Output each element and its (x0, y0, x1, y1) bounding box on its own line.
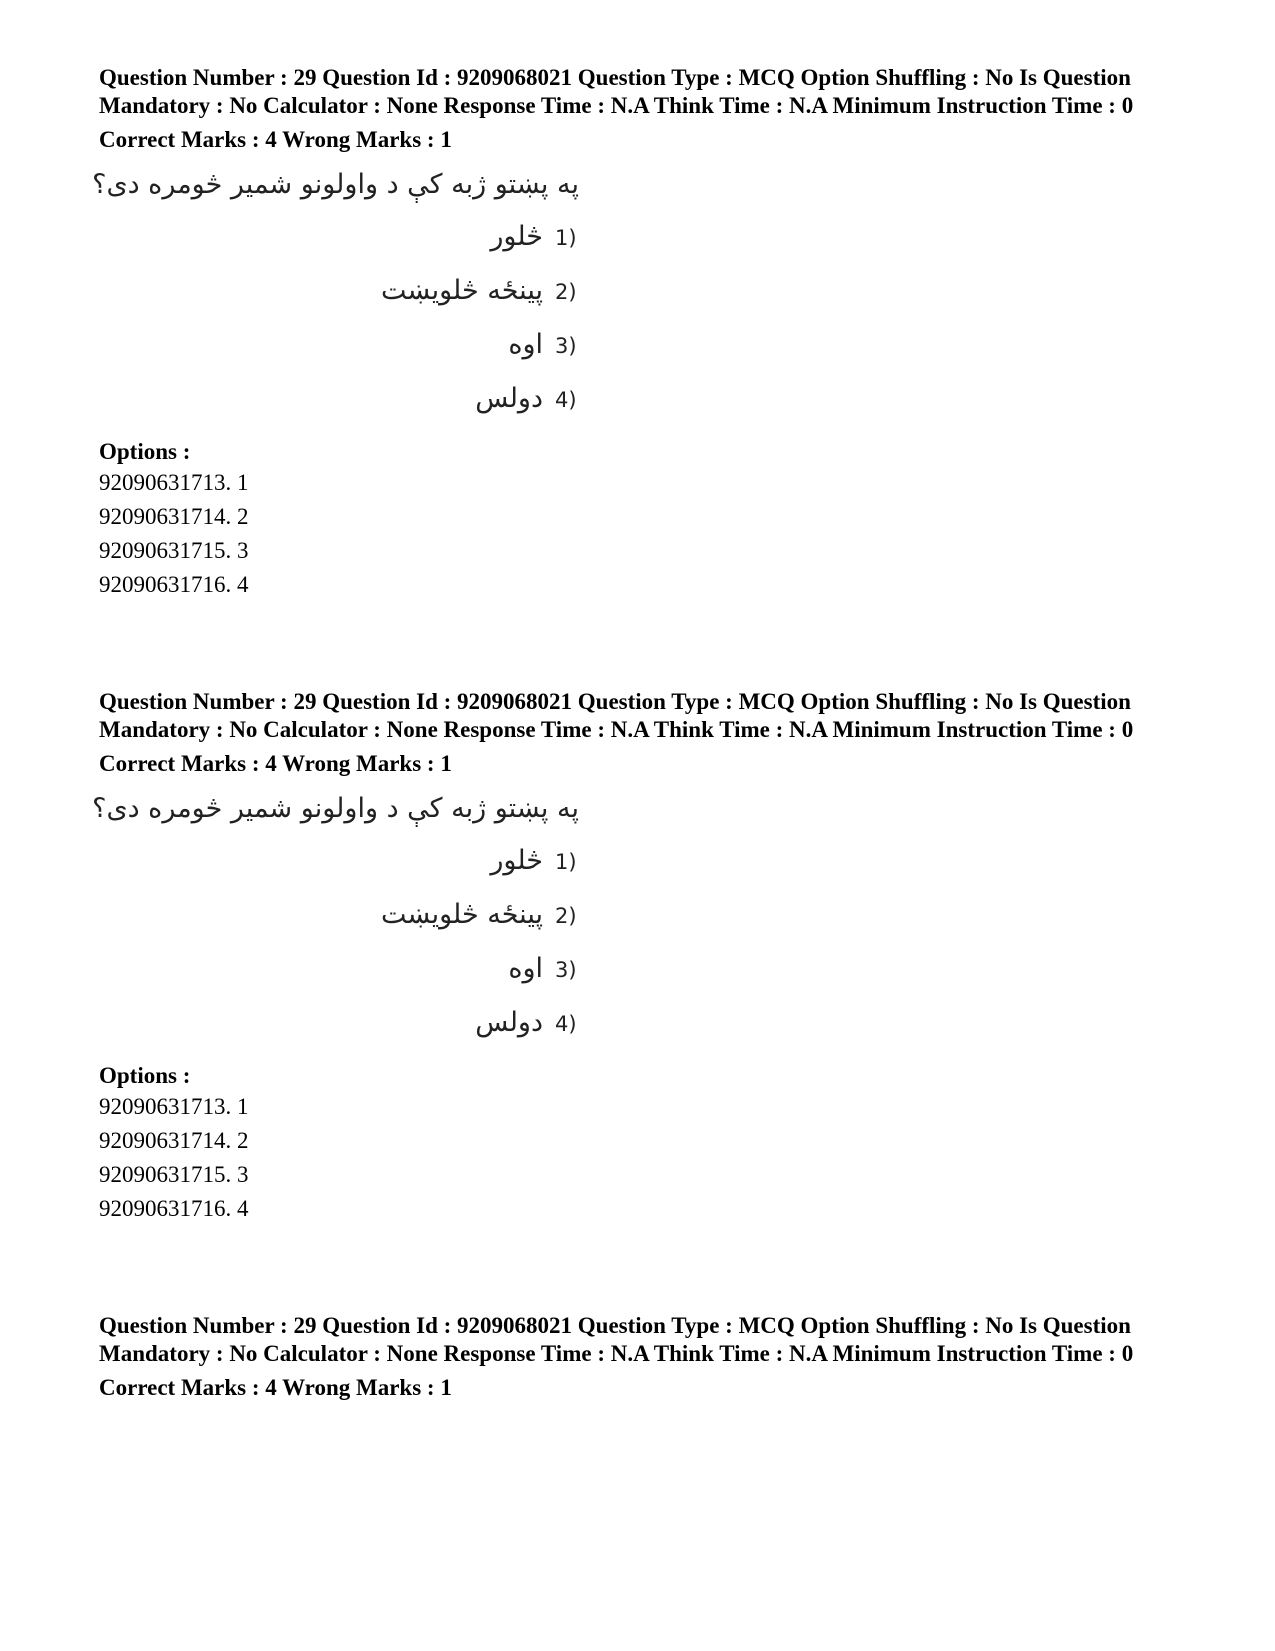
option-line: 92090631714. 2 (99, 504, 249, 529)
question-option-number: 1) (555, 850, 577, 874)
option-line: 92090631714. 2 (99, 1128, 249, 1153)
question-text: په پښتو ژبه کې د واولونو شمیر څومره دی؟ (92, 169, 579, 200)
option-line: 92090631715. 3 (99, 1162, 249, 1187)
options-label: Options : (99, 439, 191, 464)
question-marks: Correct Marks : 4 Wrong Marks : 1 (99, 751, 452, 776)
question-option-2 (381, 274, 579, 309)
question-option-1 (490, 844, 579, 879)
question-option-number: 1) (555, 226, 577, 250)
question-option-text: څلور (490, 221, 543, 252)
question-option-text: دولس (475, 383, 543, 414)
question-option-text: اوه (508, 953, 543, 984)
question-option-3 (508, 328, 579, 363)
question-text: په پښتو ژبه کې د واولونو شمیر څومره دی؟ (92, 793, 579, 824)
question-option-text: پینځه څلویښت (381, 899, 543, 930)
question-block-2 (92, 688, 1139, 1226)
option-line: 92090631716. 4 (99, 1196, 249, 1221)
question-image (92, 782, 579, 1052)
question-option-number: 3) (555, 958, 577, 982)
question-option-text: څلور (490, 845, 543, 876)
option-line: 92090631716. 4 (99, 572, 249, 597)
question-option-4 (475, 382, 579, 417)
question-option-2 (381, 898, 579, 933)
question-marks: Correct Marks : 4 Wrong Marks : 1 (99, 127, 452, 152)
question-header: Question Number : 29 Question Id : 9209068021 Question Type : MCQ Option Shuffling : No Is Question Mandatory : No Calculator : None Response Time : N.A Think Time : N.A Minimum Instruction Time : 0 (99, 65, 1134, 118)
question-option-number: 2) (555, 280, 577, 304)
option-line: 92090631715. 3 (99, 538, 249, 563)
question-option-text: پینځه څلویښت (381, 275, 543, 306)
question-block-1 (92, 64, 1139, 602)
question-option-3 (508, 952, 579, 987)
option-line: 92090631713. 1 (99, 470, 249, 495)
question-option-number: 4) (555, 388, 577, 412)
options-label: Options : (99, 1063, 191, 1088)
question-block-3 (99, 1312, 1139, 1402)
question-option-1 (490, 220, 579, 255)
question-option-text: دولس (475, 1007, 543, 1038)
question-header: Question Number : 29 Question Id : 9209068021 Question Type : MCQ Option Shuffling : No Is Question Mandatory : No Calculator : None Response Time : N.A Think Time : N.A Minimum Instruction Time : 0 (99, 1313, 1134, 1366)
question-option-4 (475, 1006, 579, 1041)
question-option-text: اوه (508, 329, 543, 360)
question-header: Question Number : 29 Question Id : 9209068021 Question Type : MCQ Option Shuffling : No Is Question Mandatory : No Calculator : None Response Time : N.A Think Time : N.A Minimum Instruction Time : 0 (99, 689, 1134, 742)
question-image (92, 158, 579, 428)
question-option-number: 2) (555, 904, 577, 928)
question-option-number: 3) (555, 334, 577, 358)
question-option-number: 4) (555, 1012, 577, 1036)
option-line: 92090631713. 1 (99, 1094, 249, 1119)
question-marks: Correct Marks : 4 Wrong Marks : 1 (99, 1375, 452, 1400)
